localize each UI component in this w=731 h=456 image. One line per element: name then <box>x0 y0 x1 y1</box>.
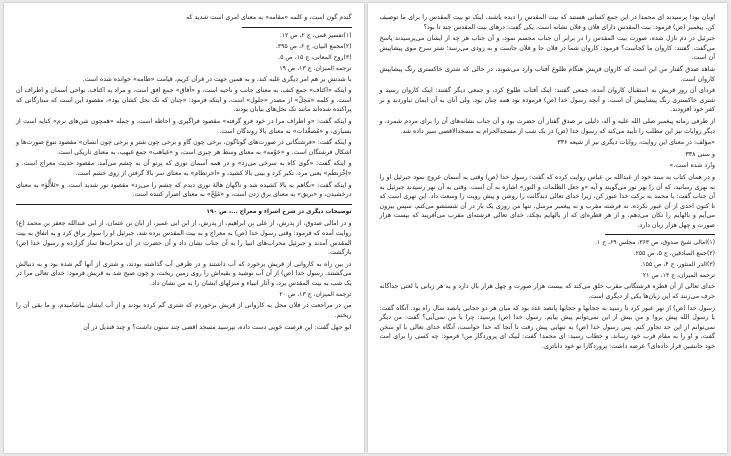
page-reference: ترجمه المیزان، ج ۱۳، ص ۱۹ <box>279 64 352 72</box>
footnote: (۱)تفسیر قمی، ج ۲، ص ۱۲. <box>279 31 352 39</box>
left-paragraph: ابو جهل گفت: این فرصت خوبی دست داده، بپرسید مسجد اقصی چند ستون داشت؟ و چند قندیل در آن <box>83 323 352 331</box>
page-reference: ترجمه المیزان، ج ۱۳، ص ۲۰ <box>279 291 352 299</box>
left-paragraph: من در مراجعت در فلان محل به کاروانی از قریش برخوردم که شتری گم کرده بودند و از آب ایشان بیاشامیدم، و ما بقی آن را ریختم. <box>16 302 352 320</box>
footnote: (۱)امالی شیخ صدوق، ص ۳۶۳، مجلس ۶۹، ح ۱. <box>594 239 715 247</box>
left-paragraph: و اینکه گفت: «گوی کاه به سرخی می‌زد» و در همه آسمان نوری که پرتو آن به چشم می‌آمد، مقصود حدیث معراج است. و «اِخْرَنطَم» یعنی مرد، تکبر کرد و بینی بالا کشید، و «اخرنطام» به معنای سر بالا گرفتن از روی خشم است. <box>16 160 352 177</box>
right-paragraph: جبرئیل در دم نازل شده، صورت بیت المقدس را در برابر آن جناب مجسم نمود، و آن جناب هر چه از ایشان می‌پرسیدند پاسخ می‌گفت. گفتند: کاروان ما کجاست؟ فرمود: کاروان شما در فلان جا و فلان جاست و به زودی می‌رسد؛ شتر سرخ موی پیشاپیش آن است. <box>379 35 715 62</box>
section-divider <box>16 204 352 205</box>
right-paragraph: «مؤلف: در معنای این روایت، روایات دیگری نیز از شیعه ۳۳۶ <box>557 139 715 147</box>
section-title: توضیحات دیگری در شرح اسراء و معراج ...، ص ۱۹۰ <box>206 208 352 215</box>
right-paragraph: و در همان کتاب به سند خود از عبدالله بن عباس روایت کرده که گفت: رسول خدا (ص) وقتی به آسمان عروج نمود جبرئیل او را به نهری رسانید، که آن را نهر نور می‌گویند و آیه «و جعل الظلمات و النور» اشاره به آن است. وقتی به آن نهر رسیدند جبرئیل به آن جناب گفت: یا محمد به برکت خدا عبور کن، زیرا خدای تعالی دیدگانت را روشن و پیش رویت را وسعت داد. این نهری است که تا کنون احدی از آن عبور نکرده، نه فرشته مقرب و نه پیغمبر مرسل، تنها من روزی یک بار در آن شستشو می‌کنم، سپس بیرون می‌آیم و بالهایم را تکان می‌دهم، و از هر قطره‌ای که از بالهایم بچکد، خدای تعالی فرشته‌ای مقرب می‌آفریند که بیست هزار صورت و چهل هزار زبان دارد. <box>379 173 715 229</box>
footnote: (۲)مجمع البیان، ج ۶، ص ۳۹۵. <box>275 42 352 50</box>
right-paragraph: رسول خدا (ص) از نهر عبور کرد تا رسید به حجابها و حجابها پانصد عدد بود که میان هر دو حجابی پانصد سال راه بود. آنگاه گفت: یا رسول الله پیش برو! و من بیش از این نمی‌توانم پیش بیایم. رسول خدا (ص) پرسید: چرا با من نمی‌آیی؟ گفت: من دیگر نمی‌توانم از این حد تجاوز کنم. پس رسول خدا (ص) به تنهایی پیش رفت تا آنجا که خدا خواست، آنگاه خدای تعالی با او سخن گفت، و او را به مقام قرب خود رساند، و خطاب رسید: ای محمد! گفت: لبیک ای پروردگار من! فرمود: چه کسی را برای امت خود جانشین قرار داده‌ای؟ عرضه داشت: پروردگارا تو خود داناتری. <box>379 304 715 351</box>
right-paragraph: وارد شده است.» <box>669 162 715 170</box>
page-reference: ترجمه المیزان، ج ۱۳، ص ۲۱ <box>642 272 715 280</box>
right-page <box>368 3 728 453</box>
footnote: (۳)الدر المنثور، ج ۴، ص ۱۵۵. <box>640 261 715 269</box>
footnote-divider <box>242 27 352 28</box>
footnote: (۳)روح المعانی، ج ۱۵، ص ۵. <box>278 53 352 61</box>
right-paragraph: شاهد صدق گفتار من این است که کاروان قریش هنگام طلوع آفتاب وارد می‌شوند، در حالی که شتری خاکستری رنگ پیشاپیش کاروان است. <box>379 65 715 83</box>
left-paragraph: و اینکه گفت: «نگاهم به بالا کشیده شد و ناگهان هالهٔ نوری دیدم که چشم را می‌زد» مقصود نور شدید است. و «تَلأْلُؤ» به معنای درخشیدن، و «بریق» به معنای برق زدن است، و «مُلِحّ» به معنای اصرار کننده است. <box>16 181 352 199</box>
left-paragraph: و در امالی صدوق، از پدرش، از علی بن ابراهیم، از پدرش، از ابن ابی عمیر، از ابان بن عثمان، از ابی عبدالله جعفر بن محمد (ع) روایت آمده که فرمود: وقتی رسول خدا (ص) به معراج و به بیت المقدس برده شد، جبرئیل او را سوار براق کرد و به اتفاق به بیت المقدس آمدند و جبرئیل محراب‌های انبیا را به آن جناب نشان داد و آن حضرت در آن محراب‌ها نماز گزارده و رسول خدا (ص) بازگشت. <box>16 220 352 257</box>
right-paragraph: از طرفی رمانه پیغمبر صلی الله علیه و آله، دلیلی بر صدق گفتار آن حضرت بود و آن جناب نشانه‌های آن را برای مردم شمرد، و دیگر روایات نیز این مطلب را تأیید می‌کند که رسول خدا (ص) در یک شب از مسجدالحرام به مسجدالاقصی سیر داده شد. <box>379 117 715 135</box>
footnote: (۲)جمع الصادقین، ج ۵، ص ۲۵۵. <box>633 250 715 258</box>
left-paragraph: و اینکه گفت: «فرشتگانی در صورت‌های گوناگون، برخی چون گاو و برخی چون شتر و برخی چون انسان» مقصود تنوع صورت‌ها و اشکال فرشتگان است. و «حَوْمه» به معنای وسط هر چیزی است، و «غیاهب» جمع غیهب، به معنای تاریکی است. <box>16 139 352 156</box>
right-paragraph: فردای آن روز قریش به استقبال کاروان آمده، جمعی گفتند: اینک آفتاب طلوع کرد، و جمعی دیگر گفتند: اینک کاروان رسید و شتری خاکستری رنگ پیشاپیش آن است. و آنچه رسول خدا (ص) فرموده بود همه چنان بود، ولی آنان به آن ایمان نیاوردند و بر کفر خود افزودند. <box>379 87 715 114</box>
left-paragraph: گندم گون است، و کلمه «مقامه» به معنای امری است شدید که <box>186 14 352 21</box>
right-paragraph: و سنی ۳۳۸ <box>685 150 715 158</box>
right-paragraph: اوبان بود! پرسیدند ای محمدا در این جمع کسانی هستند که بیت المقدس را دیده باشند، اینک تو بیت المقدس را برای ما توصیف کن. پیغمبر (ص) فرمود: بیت المقدس دارای فلان و فلان نشانه است. یکی گفت: درهای بیت المقدس چند تا بود؟ <box>379 14 715 31</box>
left-paragraph: و اینکه گفت: «و اطراف مرا در خود فرو گرفته» مقصود فراگیری و احاطه است، و جمله «همچون شن‌های نرم» کنایه است از بسیاری، و «مُصعِّدات» به معنای بالا روندگان است. <box>16 117 352 135</box>
left-paragraph: و اینکه «اکناف» جمع کنف، به معنای جانب و ناحیه است، و «آفاق» جمع افق است، و مراد به اکناف، نواحی آسمان و اطراف آن است. و کلمه «مَحِلّ» از مصدر «حلول» است، و اینکه فرمود: «چنان که تک نخل کشان بود»، مقصود این است که ستارگانی که پراکنده شده‌اند مانند تک نخل‌های بیابان بودند. <box>16 87 352 114</box>
left-paragraph: در بین راه به کاروانی از قریش برخورد که آب داشتند و در ظرفی آب گذاشته بودند، و شتری از آنها گم شده بود و به دنبالش می‌گشتند. رسول خدا (ص) از آن آب نوشید و بقیه‌اش را روی زمین ریخت، و چون صبح شد به قریش فرمود: خدای تعالی مرا در یک شب به بیت المقدس برد، و آثار انبیاء و منزلهای ایشان را به من نشان داد. <box>16 260 352 287</box>
left-paragraph: با شدتش بر هم امر دیگری غلبه کند، و به همین جهت در قرآن کریم، قیامت «طامه» خوانده شده است. <box>82 75 352 83</box>
footnote-divider <box>605 234 715 235</box>
left-page <box>4 3 364 453</box>
right-paragraph: خدای تعالی از آن قطره فرشتگانی مقرب خلق می‌کند که بیست هزار صورت و چهل هزار بال دارد و به هر زبانی با لغتی جداگانه حرف می‌زنند که این زبان‌ها یکی از دیگری است. <box>379 283 715 301</box>
